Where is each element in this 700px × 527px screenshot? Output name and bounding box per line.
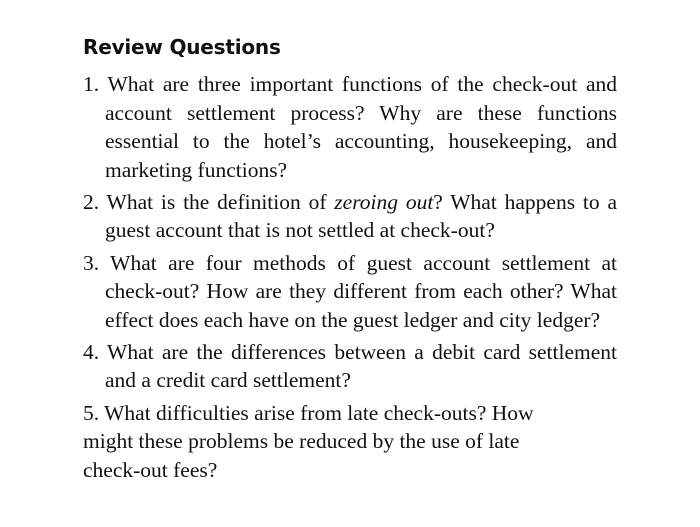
question-2-after: ? What happens to a guest account that is not settled at check-out? bbox=[105, 189, 617, 243]
question-4: 4. What are the differences between a debit card settlement and a credit card settlement? bbox=[83, 339, 617, 393]
section-heading: Review Questions bbox=[83, 35, 281, 59]
question-2-before: 2. What is the definition of bbox=[83, 189, 335, 214]
review-questions-section bbox=[83, 34, 617, 488]
question-3: 3. What are four methods of guest account settlement at check-out? How are they different from each other? What effect does each have on the guest ledger and city ledger? bbox=[83, 250, 617, 332]
question-5: 5. What difficulties arise from late check-outs? How might these problems be reduced by the use of late check-out fees? bbox=[83, 400, 534, 482]
question-1: 1. What are three important functions of the check-out and account settlement process? Why are these functions essential to the hotel’s accounting, housekeeping, and marketing functions? bbox=[83, 72, 617, 182]
question-2 bbox=[83, 188, 617, 245]
question-2-emphasis: zeroing out bbox=[334, 189, 434, 214]
